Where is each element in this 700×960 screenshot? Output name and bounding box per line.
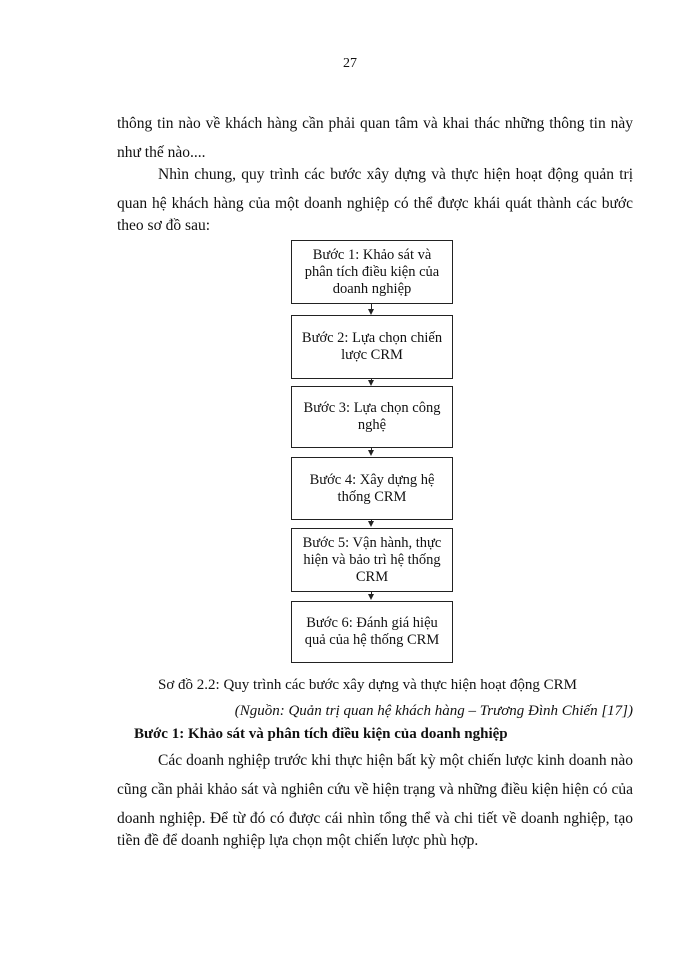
flowchart-step-6: Bước 6: Đánh giá hiệu quả của hệ thống CRM (291, 601, 453, 663)
section-line-3: doanh nghiệp. Để từ đó có được cái nhìn tổng thể và chi tiết về doanh nghiệp, tạo (117, 810, 633, 827)
intro-line-4: quan hệ khách hàng của một doanh nghiệp có thể được khái quát thành các bước (117, 195, 633, 212)
diagram-source: (Nguồn: Quản trị quan hệ khách hàng – Trương Đình Chiến [17]) (234, 703, 633, 719)
flowchart-arrow-5 (368, 594, 374, 600)
intro-line-3: Nhìn chung, quy trình các bước xây dựng và thực hiện hoạt động quản trị (158, 166, 633, 183)
section-line-4: tiền đề để doanh nghiệp lựa chọn một chiến lược phù hợp. (117, 832, 479, 849)
intro-line-1: thông tin nào về khách hàng cần phải quan tâm và khai thác những thông tin này (117, 115, 633, 132)
section-line-1: Các doanh nghiệp trước khi thực hiện bất kỳ một chiến lược kinh doanh nào (158, 752, 633, 769)
diagram-caption: Sơ đồ 2.2: Quy trình các bước xây dựng và thực hiện hoạt động CRM (158, 677, 577, 693)
flowchart-arrow-3 (368, 450, 374, 456)
flowchart-step-5: Bước 5: Vận hành, thực hiện và bảo trì hệ thống CRM (291, 528, 453, 592)
section-heading: Bước 1: Khảo sát và phân tích điều kiện của doanh nghiệp (134, 726, 508, 742)
intro-line-2: như thế nào.... (117, 144, 206, 161)
flowchart-step-1: Bước 1: Khảo sát và phân tích điều kiện của doanh nghiệp (291, 240, 453, 304)
flowchart-arrow-4 (368, 521, 374, 527)
page-number: 27 (343, 56, 357, 71)
flowchart-step-3: Bước 3: Lựa chọn công nghệ (291, 386, 453, 448)
intro-line-5: theo sơ đồ sau: (117, 217, 211, 234)
section-line-2: cũng cần phải khảo sát và nghiên cứu về hiện trạng và những điều kiện hiện có của (117, 781, 633, 798)
flowchart-step-4: Bước 4: Xây dựng hệ thống CRM (291, 457, 453, 520)
flowchart-step-2: Bước 2: Lựa chọn chiến lược CRM (291, 315, 453, 379)
